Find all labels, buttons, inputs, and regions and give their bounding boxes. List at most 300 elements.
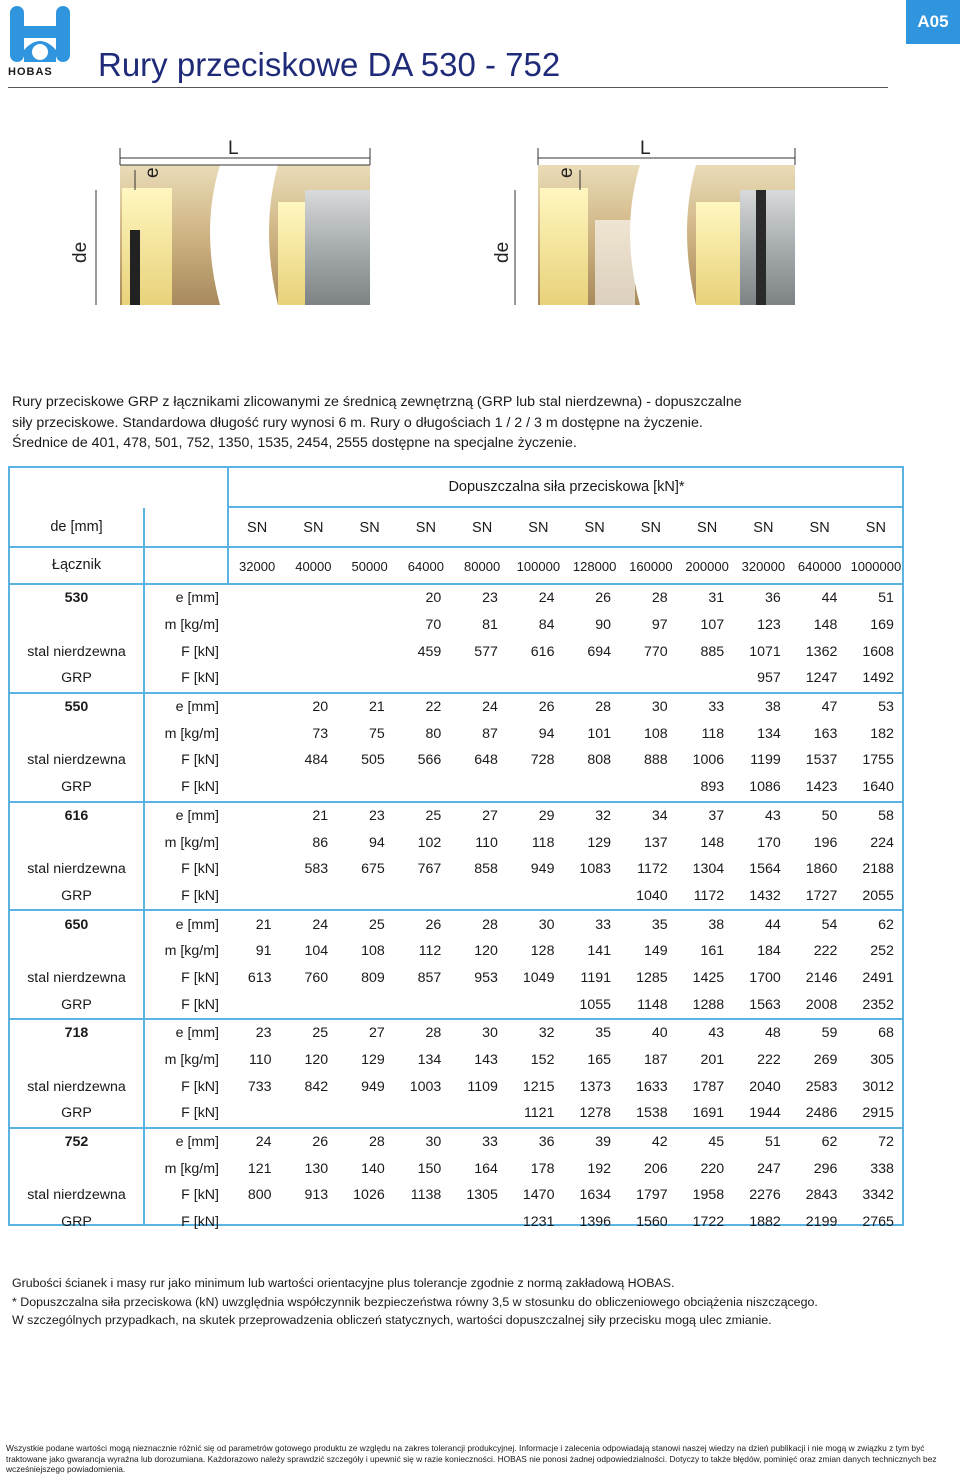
value-cell: 44 <box>765 916 781 933</box>
value-cell: 913 <box>304 1187 329 1204</box>
value-cell <box>280 617 337 633</box>
value-cell: 118 <box>701 725 725 742</box>
value-cell: 25 <box>368 916 385 933</box>
value-cell: 143 <box>474 1052 498 1069</box>
value-cell: 2199 <box>805 1214 838 1231</box>
value-cell: 1560 <box>636 1214 668 1231</box>
table-row <box>10 829 902 856</box>
value-cell: 1722 <box>692 1214 725 1231</box>
table-row <box>10 585 902 612</box>
value-cell: 73 <box>312 725 329 742</box>
value-cell: 40 <box>651 1025 668 1042</box>
value-cell: 2055 <box>862 887 894 904</box>
value-cell: 28 <box>595 699 612 716</box>
value-cell: 1121 <box>523 1105 555 1122</box>
value-cell: 1691 <box>692 1105 725 1122</box>
parameter-cell: F [kN] <box>181 670 219 687</box>
value-cell: 94 <box>538 725 555 742</box>
value-cell: 58 <box>878 807 894 824</box>
value-cell: 1958 <box>692 1187 725 1204</box>
table-row <box>10 774 902 801</box>
table-row <box>10 1020 902 1047</box>
right-length-label: L <box>640 138 651 159</box>
value-cell <box>280 644 337 660</box>
sn-label: SN <box>303 520 324 536</box>
value-cell <box>223 997 280 1013</box>
value-cell <box>280 997 337 1013</box>
sn-label: SN <box>809 520 830 536</box>
value-cell: 953 <box>474 969 498 986</box>
value-cell: 809 <box>361 969 385 986</box>
value-cell: 28 <box>482 916 498 933</box>
parameter-cell: F [kN] <box>181 779 219 796</box>
sn-label-row <box>229 508 904 548</box>
value-cell: 101 <box>587 725 612 742</box>
value-cell: 505 <box>361 752 385 769</box>
value-cell: 163 <box>813 725 838 742</box>
parameter-cell: F [kN] <box>181 887 219 904</box>
value-cell: 1755 <box>862 752 894 769</box>
value-cell: 182 <box>870 725 894 742</box>
parameter-cell: e [mm] <box>175 807 219 824</box>
value-cell: 128 <box>530 943 555 960</box>
value-cell: 24 <box>538 590 555 607</box>
value-cell: 26 <box>312 1134 329 1151</box>
value-cell: 1148 <box>637 996 668 1013</box>
value-cell <box>393 1214 450 1230</box>
value-cell: 130 <box>304 1160 329 1177</box>
value-cell: 808 <box>587 752 612 769</box>
value-cell: 33 <box>595 916 612 933</box>
value-cell: 86 <box>312 834 329 851</box>
sn-class: 128000 <box>572 559 617 574</box>
value-cell: 68 <box>878 1025 894 1042</box>
value-cell: 224 <box>870 834 894 851</box>
value-cell: 728 <box>530 752 555 769</box>
material-cell: GRP <box>61 779 92 796</box>
value-cell <box>280 888 337 904</box>
value-cell: 21 <box>368 699 385 716</box>
value-cell: 24 <box>312 916 329 933</box>
value-cell: 616 <box>530 643 555 660</box>
value-cell: 27 <box>368 1025 385 1042</box>
parameter-cell: F [kN] <box>181 996 219 1013</box>
page-code-tab: A05 <box>906 0 960 44</box>
value-cell: 35 <box>651 916 668 933</box>
left-length-label: L <box>228 138 239 159</box>
value-cell: 33 <box>708 699 725 716</box>
value-cell: 104 <box>304 943 329 960</box>
value-cell: 1640 <box>862 779 894 796</box>
size-group <box>10 694 902 803</box>
table-row <box>10 665 902 692</box>
value-cell: 44 <box>821 590 838 607</box>
value-cell: 1006 <box>692 752 725 769</box>
value-cell: 36 <box>538 1134 555 1151</box>
value-cell: 21 <box>255 916 272 933</box>
value-cell <box>393 997 450 1013</box>
value-cell: 1564 <box>749 861 781 878</box>
value-cell: 1492 <box>862 670 894 687</box>
sn-label: SN <box>359 520 380 536</box>
value-cell: 3012 <box>862 1078 894 1095</box>
intro-line: Rury przeciskowe GRP z łącznikami zlicowanymi ze średnicą zewnętrzną (GRP lub stal nierdzewna) - dopuszczalne <box>12 394 742 410</box>
value-cell: 120 <box>304 1052 329 1069</box>
value-cell <box>619 670 676 686</box>
value-cell <box>280 1105 337 1121</box>
table-row <box>10 1209 902 1236</box>
value-cell: 1026 <box>353 1187 385 1204</box>
value-cell: 26 <box>425 916 442 933</box>
intro-line: Średnice de 401, 478, 501, 752, 1350, 1535, 2454, 2555 dostępne na specjalne życzenie. <box>12 435 577 451</box>
jacking-force-table <box>8 466 904 1231</box>
value-cell: 150 <box>417 1160 442 1177</box>
value-cell: 1423 <box>805 779 838 796</box>
value-cell: 1215 <box>522 1078 555 1095</box>
value-cell: 2765 <box>862 1214 894 1231</box>
value-cell: 885 <box>700 643 725 660</box>
value-cell <box>336 617 393 633</box>
value-cell <box>336 1105 393 1121</box>
sn-label: SN <box>865 520 886 536</box>
parameter-cell: e [mm] <box>175 916 219 933</box>
material-cell: GRP <box>61 670 92 687</box>
value-cell: 25 <box>312 1025 329 1042</box>
value-cell: 148 <box>813 617 838 634</box>
value-cell: 1285 <box>636 969 668 986</box>
left-diameter-label: de <box>70 241 91 263</box>
sn-label: SN <box>472 520 493 536</box>
material-cell: stal nierdzewna <box>27 969 126 986</box>
value-cell: 2146 <box>805 969 838 986</box>
parameter-cell: F [kN] <box>181 1214 219 1231</box>
value-cell: 134 <box>417 1052 442 1069</box>
pipe-size-cell: 616 <box>64 807 89 824</box>
value-cell: 28 <box>368 1134 385 1151</box>
value-cell: 27 <box>482 807 498 824</box>
value-cell <box>506 888 563 904</box>
sn-class-row <box>229 548 904 585</box>
table-header-corner <box>10 468 229 508</box>
value-cell: 23 <box>368 807 385 824</box>
value-cell <box>223 670 280 686</box>
value-cell: 36 <box>765 590 781 607</box>
table-row <box>10 694 902 721</box>
value-cell: 148 <box>700 834 725 851</box>
table-row <box>10 612 902 639</box>
material-cell: GRP <box>61 1105 92 1122</box>
value-cell: 1191 <box>580 969 612 986</box>
value-cell: 1362 <box>805 643 838 660</box>
value-cell: 43 <box>708 1025 725 1042</box>
value-cell: 178 <box>530 1160 555 1177</box>
value-cell: 28 <box>425 1025 442 1042</box>
value-cell <box>223 752 280 768</box>
value-cell <box>280 779 337 795</box>
table-row <box>10 911 902 938</box>
value-cell: 3342 <box>862 1187 894 1204</box>
size-group <box>10 585 902 694</box>
value-cell: 220 <box>700 1160 725 1177</box>
pipe-size-cell: 530 <box>64 590 89 607</box>
value-cell <box>449 670 506 686</box>
value-cell: 1633 <box>636 1078 668 1095</box>
value-cell: 170 <box>757 834 781 851</box>
sn-label: SN <box>247 520 268 536</box>
value-cell: 1055 <box>579 996 612 1013</box>
footnote: Grubości ścianek i masy rur jako minimum lub wartości orientacyjne plus tolerancje zgodnie z normą zakładową HOBAS. <box>12 1276 675 1290</box>
size-group <box>10 803 902 912</box>
value-cell <box>223 861 280 877</box>
logo-wordmark: HOBAS <box>8 66 53 78</box>
value-cell: 1797 <box>636 1187 668 1204</box>
value-cell <box>449 779 506 795</box>
value-cell: 108 <box>361 943 385 960</box>
value-cell: 23 <box>482 590 498 607</box>
material-cell: stal nierdzewna <box>27 1078 126 1095</box>
table-row <box>10 720 902 747</box>
sn-class: 320000 <box>741 559 786 574</box>
value-cell: 1138 <box>410 1187 442 1204</box>
value-cell: 296 <box>813 1160 838 1177</box>
value-cell: 35 <box>595 1025 612 1042</box>
footnote: W szczególnych przypadkach, na skutek przeprowadzenia obliczeń statycznych, wartości dopuszczalnej siły przecisku mogą ulec zmianie. <box>12 1313 772 1327</box>
value-cell: 484 <box>304 752 329 769</box>
value-cell <box>280 1214 337 1230</box>
parameter-cell: F [kN] <box>181 643 219 660</box>
value-cell <box>223 888 280 904</box>
value-cell: 108 <box>643 725 668 742</box>
value-cell: 269 <box>813 1052 838 1069</box>
value-cell: 20 <box>425 590 442 607</box>
value-cell: 1199 <box>750 752 781 769</box>
value-cell: 110 <box>248 1052 272 1069</box>
value-cell: 42 <box>651 1134 668 1151</box>
value-cell: 30 <box>538 916 555 933</box>
value-cell: 90 <box>595 617 612 634</box>
value-cell: 1537 <box>805 752 838 769</box>
value-cell: 1003 <box>409 1078 442 1095</box>
table-row <box>10 938 902 965</box>
value-cell: 152 <box>530 1052 555 1069</box>
value-cell <box>506 670 563 686</box>
value-cell: 1172 <box>637 861 668 878</box>
value-cell: 51 <box>878 590 894 607</box>
material-cell: GRP <box>61 1214 92 1231</box>
value-cell: 675 <box>361 861 385 878</box>
sn-label: SN <box>697 520 718 536</box>
value-cell: 1944 <box>749 1105 781 1122</box>
parameter-cell: e [mm] <box>175 699 219 716</box>
value-cell <box>336 779 393 795</box>
value-cell: 48 <box>765 1025 781 1042</box>
value-cell: 21 <box>312 807 329 824</box>
value-cell: 1727 <box>805 887 838 904</box>
value-cell <box>449 888 506 904</box>
value-cell: 149 <box>643 943 668 960</box>
value-cell <box>223 1105 280 1121</box>
parameter-cell: F [kN] <box>181 969 219 986</box>
sn-label: SN <box>753 520 774 536</box>
table-row <box>10 1155 902 1182</box>
value-cell: 613 <box>247 969 272 986</box>
value-cell <box>562 670 619 686</box>
value-cell <box>393 779 450 795</box>
value-cell: 577 <box>474 643 498 660</box>
value-cell <box>223 808 280 824</box>
value-cell: 957 <box>757 670 781 687</box>
de-header: de [mm] <box>50 519 103 535</box>
value-cell: 164 <box>474 1160 498 1177</box>
material-cell: stal nierdzewna <box>27 1187 126 1204</box>
value-cell: 2843 <box>805 1187 838 1204</box>
value-cell <box>223 644 280 660</box>
left-wall-label: e <box>142 167 163 178</box>
table-row <box>10 1129 902 1156</box>
value-cell: 45 <box>708 1134 725 1151</box>
left-pipe-drawing <box>70 138 370 305</box>
value-cell: 20 <box>312 699 329 716</box>
value-cell: 30 <box>482 1025 498 1042</box>
value-cell: 29 <box>538 807 555 824</box>
value-cell: 30 <box>651 699 668 716</box>
parameter-cell: m [kg/m] <box>164 1160 219 1177</box>
value-cell: 141 <box>587 943 612 960</box>
value-cell: 118 <box>531 834 555 851</box>
value-cell <box>393 888 450 904</box>
value-cell: 70 <box>425 617 442 634</box>
value-cell: 583 <box>304 861 329 878</box>
value-cell: 196 <box>813 834 838 851</box>
value-cell: 1071 <box>749 643 781 660</box>
value-cell: 1700 <box>749 969 781 986</box>
value-cell: 566 <box>417 752 442 769</box>
value-cell: 2040 <box>749 1078 781 1095</box>
sn-class: 100000 <box>516 559 561 574</box>
force-header: Dopuszczalna siła przeciskowa [kN]* <box>448 479 685 495</box>
table-row <box>10 1100 902 1127</box>
value-cell: 949 <box>361 1078 385 1095</box>
parameter-cell: e [mm] <box>175 590 219 607</box>
value-cell: 2491 <box>862 969 894 986</box>
value-cell: 187 <box>643 1052 668 1069</box>
parameter-cell: F [kN] <box>181 861 219 878</box>
value-cell <box>393 1105 450 1121</box>
value-cell: 24 <box>482 699 498 716</box>
column-divider <box>143 508 145 585</box>
parameter-cell: m [kg/m] <box>164 725 219 742</box>
sn-class: 160000 <box>629 559 673 574</box>
title-divider <box>8 87 888 88</box>
value-cell <box>336 888 393 904</box>
value-cell <box>223 617 280 633</box>
value-cell: 137 <box>643 834 668 851</box>
table-row <box>10 965 902 992</box>
value-cell <box>449 1214 506 1230</box>
value-cell: 2008 <box>805 996 838 1013</box>
value-cell: 94 <box>368 834 385 851</box>
parameter-cell: F [kN] <box>181 1078 219 1095</box>
value-cell: 1304 <box>692 861 725 878</box>
value-cell: 80 <box>425 725 442 742</box>
material-cell: GRP <box>61 887 92 904</box>
value-cell: 62 <box>878 916 894 933</box>
value-cell: 857 <box>417 969 442 986</box>
page-title: Rury przeciskowe DA 530 - 752 <box>98 46 561 83</box>
parameter-cell: F [kN] <box>181 752 219 769</box>
sn-label: SN <box>640 520 661 536</box>
value-cell <box>223 699 280 715</box>
value-cell: 129 <box>587 834 612 851</box>
value-cell: 888 <box>643 752 668 769</box>
value-cell <box>223 590 280 606</box>
value-cell: 800 <box>247 1187 272 1204</box>
coupling-header: Łącznik <box>51 557 102 573</box>
value-cell: 1247 <box>805 670 838 687</box>
value-cell: 2486 <box>805 1105 838 1122</box>
value-cell <box>393 670 450 686</box>
footnotes <box>12 1274 942 1330</box>
parameter-cell: m [kg/m] <box>164 1052 219 1069</box>
value-cell: 47 <box>821 699 838 716</box>
value-cell: 54 <box>821 916 838 933</box>
value-cell: 32 <box>538 1025 555 1042</box>
value-cell: 1432 <box>749 887 781 904</box>
value-cell: 305 <box>870 1052 894 1069</box>
value-cell <box>449 997 506 1013</box>
value-cell: 43 <box>765 807 781 824</box>
value-cell: 39 <box>595 1134 612 1151</box>
value-cell: 161 <box>700 943 725 960</box>
value-cell <box>280 590 337 606</box>
value-cell: 38 <box>765 699 781 716</box>
value-cell: 33 <box>482 1134 498 1151</box>
value-cell: 2352 <box>862 996 894 1013</box>
sn-label: SN <box>415 520 436 536</box>
value-cell <box>619 779 676 795</box>
value-cell: 84 <box>538 617 555 634</box>
material-cell: stal nierdzewna <box>27 643 126 660</box>
value-cell <box>449 1105 506 1121</box>
table-row <box>10 638 902 665</box>
sn-class: 80000 <box>464 559 501 574</box>
value-cell: 51 <box>765 1134 781 1151</box>
value-cell: 184 <box>757 943 781 960</box>
parameter-cell: e [mm] <box>175 1025 219 1042</box>
value-cell: 858 <box>474 861 498 878</box>
value-cell: 1288 <box>692 996 725 1013</box>
material-cell: stal nierdzewna <box>27 861 126 878</box>
value-cell: 1083 <box>579 861 612 878</box>
sn-class: 50000 <box>351 559 388 574</box>
parameter-cell: F [kN] <box>181 1187 219 1204</box>
value-cell: 37 <box>708 807 725 824</box>
value-cell: 1634 <box>579 1187 612 1204</box>
parameter-cell: m [kg/m] <box>164 617 219 634</box>
value-cell: 26 <box>538 699 555 716</box>
value-cell: 338 <box>870 1160 894 1177</box>
value-cell <box>562 888 619 904</box>
table-row <box>10 883 902 910</box>
value-cell: 767 <box>417 861 442 878</box>
value-cell: 1305 <box>466 1187 498 1204</box>
parameter-cell: m [kg/m] <box>164 943 219 960</box>
value-cell: 1882 <box>749 1214 781 1231</box>
parameter-cell: F [kN] <box>181 1105 219 1122</box>
value-cell: 38 <box>708 916 725 933</box>
value-cell: 62 <box>821 1134 838 1151</box>
value-cell: 34 <box>651 807 668 824</box>
